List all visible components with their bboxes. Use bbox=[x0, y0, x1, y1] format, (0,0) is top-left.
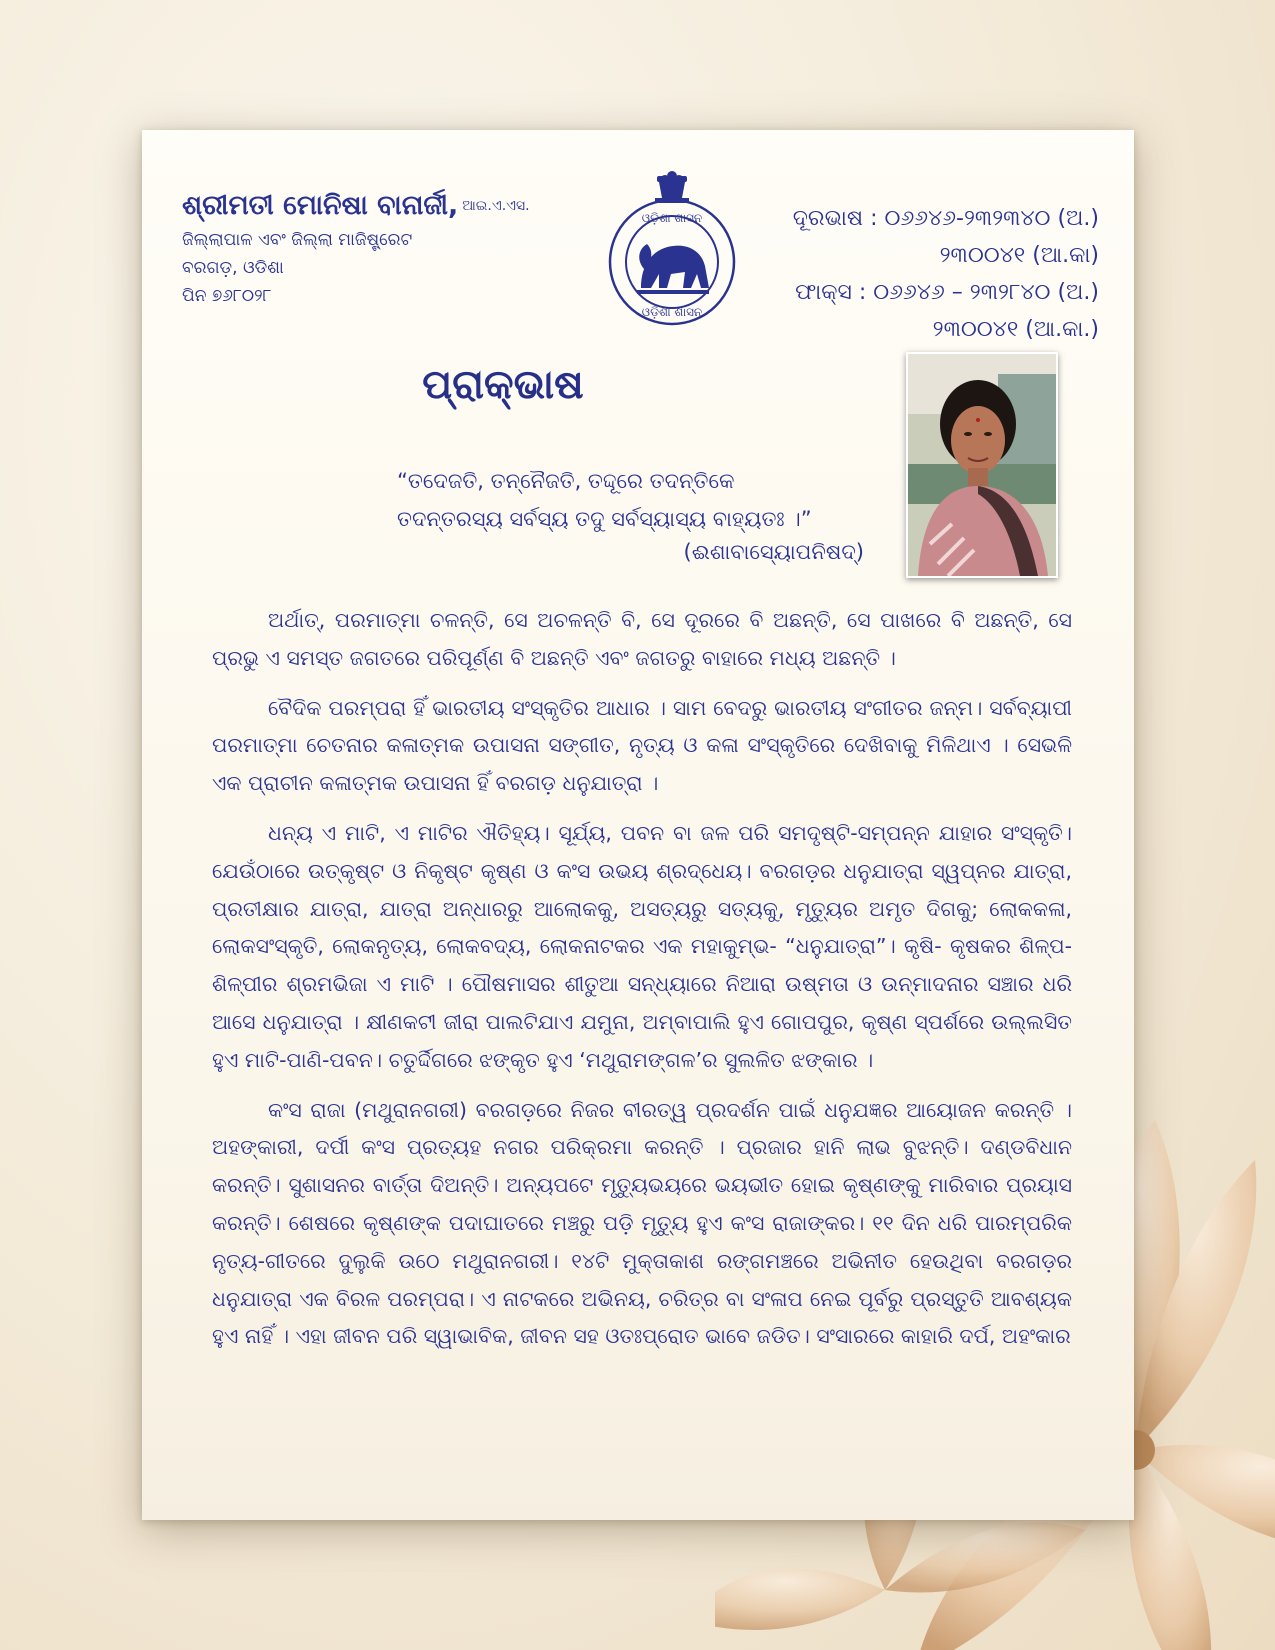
fax-line-1: ଫାକ୍ସ : ୦୬୬୪୬ – ୨୩୨୮୪୦ (ଅ.) bbox=[795, 280, 1099, 305]
sender-location: ବରଗଡ଼, ଓଡିଶା bbox=[182, 258, 284, 278]
contact-block bbox=[793, 200, 1099, 348]
paragraph: ଅର୍ଥାତ୍, ପରମାତ୍ମା ଚଳନ୍ତି, ସେ ଅଚଳନ୍ତି ବି, ସେ ଦୂରରେ ବି ଅଛନ୍ତି, ସେ ପାଖରେ ବି ଅଛନ୍ତି, ସେ ପ୍ରଭୁ ଏ ସମସ୍ତ ଜଗତରେ ପରିପୂର୍ଣ୍ଣ ବି ଅଛନ୍ତି ଏବଂ ଜଗତରୁ ବାହାରେ ମଧ୍ୟ ଅଛନ୍ତି । bbox=[212, 608, 1072, 670]
verse-line-2: ତଦନ୍ତରସ୍ୟ ସର୍ବସ୍ୟ ତଦୁ ସର୍ବସ୍ୟାସ୍ୟ ବାହ୍ୟତଃ ।” bbox=[397, 507, 812, 531]
fax-line-2: ୨୩୦୦୪୧ (ଆ.କା.) bbox=[932, 317, 1099, 342]
odisha-emblem-icon bbox=[597, 170, 747, 330]
paragraph: ଧନ୍ୟ ଏ ମାଟି, ଏ ମାଟିର ଐତିହ୍ୟ। ସୂର୍ଯ୍ୟ, ପବନ ବା ଜଳ ପରି ସମଦୃଷ୍ଟି-ସମ୍ପନ୍ନ ଯାହାର ସଂସ୍କୃତି। ଯେଉଁଠାରେ ଉତ୍କୃଷ୍ଟ ଓ ନିକୃଷ୍ଟ କୃଷ୍ଣ ଓ କଂସ ଉଭୟ ଶ୍ରଦ୍ଧେୟ। ବରଗଡ଼ର ଧନୁଯାତ୍ରା ସ୍ୱପ୍ନର ଯାତ୍ରା, ପ୍ରତୀକ୍ଷାର ଯାତ୍ରା, ଯାତ୍ରା ଅନ୍ଧାରରୁ ଆଲୋକକୁ, ଅସତ୍ୟରୁ ସତ୍ୟକୁ, ମୃତ୍ୟୁର ଅମୃତ ଦିଗକୁ; ଲୋକକଳା, ଲୋକସଂସ୍କୃତି, ଲୋକନୃତ୍ୟ, ଲୋକବଦ୍ୟ, ଲୋକନାଟକର ଏକ ମହାକୁମ୍ଭ- “ଧନୁଯାତ୍ରା”। କୃଷି- କୃଷକର ଶିଳ୍ପ-ଶିଳ୍ପୀର ଶ୍ରମଭିଜା ଏ ମାଟି । ପୌଷମାସର ଶୀତୁଆ ସନ୍ଧ୍ୟାରେ ନିଆରା ଉଷ୍ମତା ଓ ଉନ୍ମାଦନାର ସଞ୍ଚାର ଧରି ଆସେ ଧନୁଯାତ୍ରା । କ୍ଷୀଣକଟୀ ଜୀରା ପାଲଟିଯାଏ ଯମୁନା, ଅମ୍ବାପାଲି ହୁଏ ଗୋପପୁର, କୃଷ୍ଣ ସ୍ପର୍ଶରେ ଉଲ୍ଲସିତ ହୁଏ ମାଟି-ପାଣି-ପବନ। ଚତୁର୍ଦ୍ଦିଗରେ ଝଙ୍କୃତ ହୁଏ ‘ମଥୁରାମଙ୍ଗଳ’ର ସୁଲଳିତ ଝଙ୍କାର । bbox=[212, 820, 1072, 1072]
sender-name: ଶ୍ରୀମତୀ ମୋନିଷା ବାନାର୍ଜୀ, bbox=[182, 190, 459, 221]
sender-pin: ପିନ ୭୬୮୦୨୮ bbox=[182, 286, 272, 306]
body-text bbox=[212, 602, 1072, 1366]
sender-title: ଆଇ.ଏ.ଏସ. bbox=[462, 198, 530, 214]
sender-designation: ଜିଲ୍ଲାପାଳ ଏବଂ ଜିଲ୍ଲା ମାଜିଷ୍ଟ୍ରେଟ bbox=[182, 230, 413, 250]
sanskrit-verse bbox=[397, 462, 812, 538]
paragraph: କଂସ ରାଜା (ମଥୁରାନଗରୀ) ବରଗଡ଼ରେ ନିଜର ବୀରତ୍ୱ ପ୍ରଦର୍ଶନ ପାଇଁ ଧନୁଯଜ୍ଞର ଆୟୋଜନ କରନ୍ତି । ଅହଙ୍କାରୀ, ଦର୍ପୀ କଂସ ପ୍ରତ୍ୟହ ନଗର ପରିକ୍ରମା କରନ୍ତି । ପ୍ରଜାର ହାନି ଲାଭ ବୁଝନ୍ତି। ଦଣ୍ଡବିଧାନ କରନ୍ତି। ସୁଶାସନର ବାର୍ତ୍ତା ଦିଅନ୍ତି। ଅନ୍ୟପଟେ ମୃତ୍ୟୁଭୟରେ ଭୟଭୀତ ହୋଇ କୃଷ୍ଣଙ୍କୁ ମାରିବାର ପ୍ରୟାସ କରନ୍ତି। ଶେଷରେ କୃଷ୍ଣଙ୍କ ପଦାଘାତରେ ମଞ୍ଚରୁ ପଡ଼ି ମୃତ୍ୟୁ ହୁଏ କଂସ ରାଜାଙ୍କର। ୧୧ ଦିନ ଧରି ପାରମ୍ପରିକ ନୃତ୍ୟ-ଗୀତରେ ଦୁଲୁକି ଉଠେ ମଥୁରାନଗରୀ। ୧୪ଟି ମୁକ୍ତାକାଶ ରଙ୍ଗମଞ୍ଚରେ ଅଭିନୀତ ହେଉଥିବା ବରଗଡ଼ର ଧନୁଯାତ୍ରା ଏକ ବିରଳ ପରମ୍ପରା। ଏ ନାଟକରେ ଅଭିନୟ, ଚରିତ୍ର ବା ସଂଳାପ ନେଇ ପୂର୍ବରୁ ପ୍ରସ୍ତୁତି ଆବଶ୍ୟକ ହୁଏ ନାହିଁ । ଏହା ଜୀବନ ପରି ସ୍ୱାଭାବିକ, ଜୀବନ ସହ ଓତଃପ୍ରୋତ ଭାବେ ଜଡିତ। ସଂସାରରେ କାହାରି ଦର୍ପ, ଅହଂକାର bbox=[212, 1097, 1072, 1349]
emblem-bottom-text: ଓଡ଼ିଶା ଶାସନ bbox=[641, 305, 703, 319]
emblem-top-text: ଓଡ଼ିଶା ଶାସନ bbox=[641, 211, 703, 225]
paragraph: ବୈଦିକ ପରମ୍ପରା ହିଁ ଭାରତୀୟ ସଂସ୍କୃତିର ଆଧାର । ସାମ ବେଦରୁ ଭାରତୀୟ ସଂଗୀତର ଜନ୍ମ। ସର୍ବବ୍ୟାପୀ ପରମାତ୍ମା ଚେତନାର କଳାତ୍ମକ ଉପାସନା ସଙ୍ଗୀତ, ନୃତ୍ୟ ଓ କଳା ସଂସ୍କୃତିରେ ଦେଖିବାକୁ ମିଳିଥାଏ । ସେଭଳି ଏକ ପ୍ରାଚୀନ କଳାତ୍ମକ ଉପାସନା ହିଁ ବରଗଡ଼ ଧନୁଯାତ୍ରା । bbox=[212, 695, 1072, 796]
portrait-photo bbox=[906, 352, 1058, 578]
verse-line-1: “ତଦେଜତି, ତନ୍ନୈଜତି, ତଦ୍ଦୂରେ ତଦନ୍ତିକେ bbox=[397, 469, 735, 493]
letter-sheet bbox=[142, 130, 1134, 1520]
sender-name-line bbox=[182, 190, 530, 222]
verse-source: (ଈଶାବାସ୍ୟୋପନିଷଦ୍) bbox=[683, 540, 864, 564]
page-title: ପ୍ରାକ୍‌ଭାଷ bbox=[422, 362, 584, 408]
phone-line-1: ଦୂରଭାଷ : ୦୬୬୪୬-୨୩୨୩୪୦ (ଅ.) bbox=[792, 206, 1099, 231]
phone-line-2: ୨୩୦୦୪୧ (ଆ.କା) bbox=[939, 243, 1099, 268]
